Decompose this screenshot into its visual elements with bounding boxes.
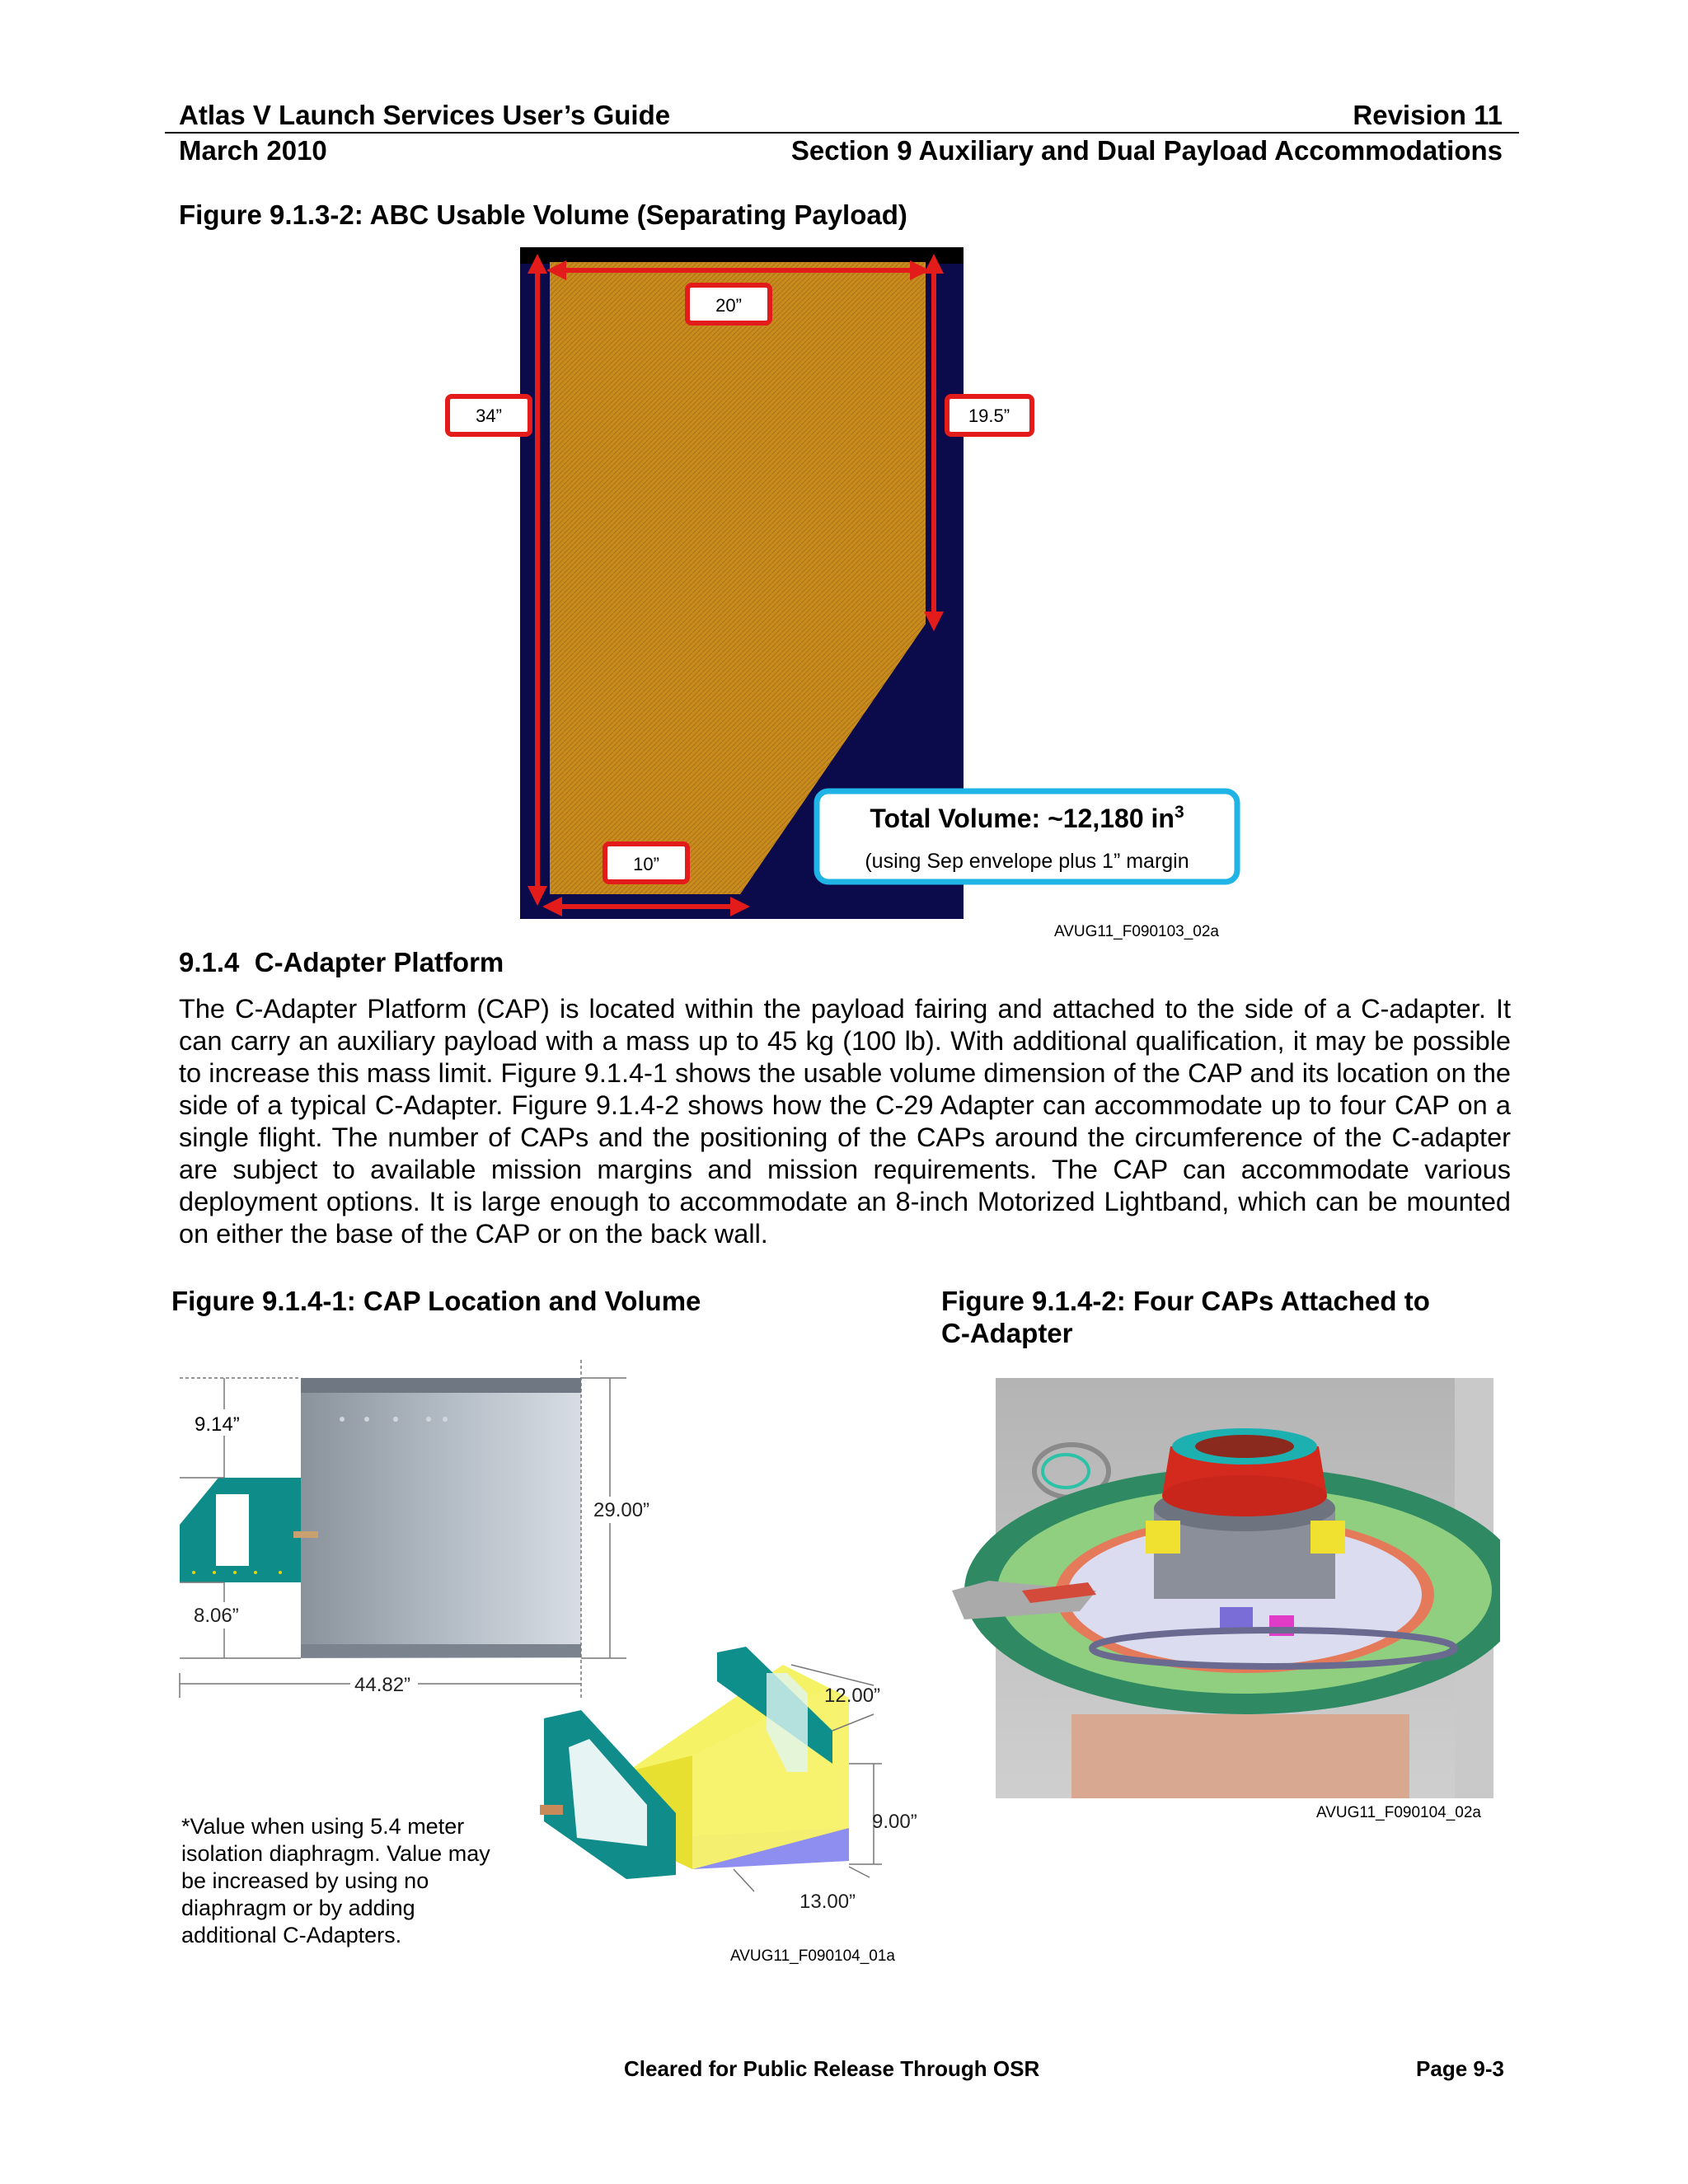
cap-footnote: *Value when using 5.4 meter isolation diaphragm. Value may be increased by using no diaphragm or by adding additional C-Adapters.: [181, 1814, 490, 1947]
figure-abc-caption: Figure 9.1.3-2: ABC Usable Volume (Separating Payload): [179, 199, 907, 230]
section-number: 9.1.4: [179, 947, 240, 977]
volume-title: Total Volume: ~12,180 $in^3$: [870, 803, 1184, 833]
dim-cap-height: 9.00”: [872, 1811, 917, 1833]
dim-cap-depth: 12.00”: [824, 1685, 881, 1707]
figure-four-caption-line2: C-Adapter: [941, 1318, 1073, 1348]
dim-right-label: 19.5”: [968, 405, 1010, 426]
section-heading: [179, 947, 504, 978]
figure-cap-tag: AVUG11_F090104_01a: [730, 1947, 896, 1965]
guide-title: Atlas V Launch Services User’s Guide: [179, 100, 671, 130]
cap-isometric: [540, 1647, 849, 1879]
revision-label: Revision 11: [1353, 100, 1503, 130]
figure-abc-tag: AVUG11_F090103_02a: [1054, 923, 1220, 940]
dim-bottom-left: 8.06”: [194, 1605, 239, 1627]
dim-left-label: 34”: [476, 405, 502, 426]
abc-volume-figure: [437, 243, 1261, 944]
figure-four-caption-line1: Figure 9.1.4-2: Four CAPs Attached to: [941, 1286, 1430, 1316]
header-rule: [165, 132, 1519, 134]
footer-release: Cleared for Public Release Through OSR: [624, 2056, 1040, 2081]
volume-note: (using Sep envelope plus 1” margin: [865, 850, 1189, 873]
footer-page-number: Page 9-3: [1416, 2056, 1504, 2081]
header-section: Section 9 Auxiliary and Dual Payload Accommodations: [790, 135, 1503, 166]
dim-cap-width: 13.00”: [799, 1891, 856, 1913]
dim-top-label: 20”: [715, 295, 742, 316]
figure-cap-caption: Figure 9.1.4-1: CAP Location and Volume: [171, 1286, 701, 1316]
figure-four-tag: AVUG11_F090104_02a: [1316, 1804, 1482, 1821]
dim-bottom-label: 10”: [633, 854, 659, 874]
dim-top-left: 9.14”: [195, 1413, 240, 1436]
header-date: March 2010: [179, 135, 327, 166]
section-title: C-Adapter Platform: [254, 947, 504, 977]
four-caps-figure: [948, 1372, 1500, 1809]
dim-width: 44.82”: [354, 1674, 411, 1696]
section-paragraph: The C-Adapter Platform (CAP) is located within the payload fairing and attached to the side of a C-adapter. It can carry an auxiliary payload with a mass up to 45 kg (100 lb). With additional qualification, it may be possible to increase this mass limit. Figure 9.1.4-1 shows the usable volume dimension of the CAP and its location on the side of a typical C-Adapter. Figure 9.1.4-2 shows how the C-29 Adapter can accommodate up to four CAP on a single flight. The number of CAPs and the positioning of the CAPs around the circumference of the C-adapter are subject to available mission margins and mission requirements. The CAP can accommodate various deployment options. It is large enough to accommodate an 8-inch Motorized Lightband, which can be mounted on either the base of the CAP or on the back wall.: [179, 994, 1511, 1249]
dim-height: 29.00”: [593, 1499, 650, 1521]
